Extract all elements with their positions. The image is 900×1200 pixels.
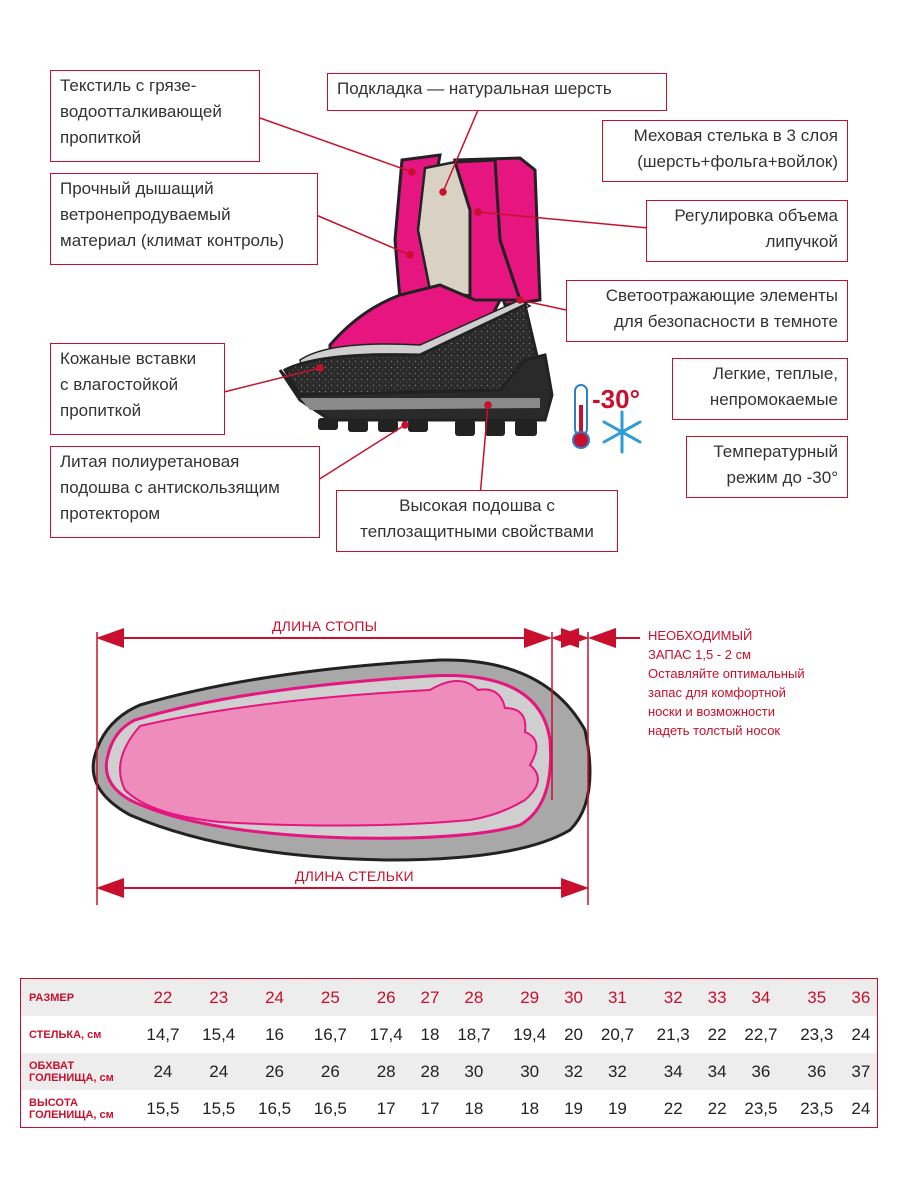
callout-leather: Кожаные вставки с влагостойкой пропиткой <box>50 343 225 435</box>
size-cell: 33 <box>701 979 733 1017</box>
size-cell: 35 <box>789 979 845 1017</box>
size-cell: 22 <box>135 979 191 1017</box>
size-cell: 17 <box>420 1098 440 1118</box>
callout-lining: Подкладка — натуральная шерсть <box>327 73 667 111</box>
size-cell: 18 <box>464 1098 484 1118</box>
size-cell: 26 <box>358 979 414 1017</box>
row-header: ОБХВАТ ГОЛЕНИЩА, см <box>21 1053 136 1090</box>
size-cell: 18 <box>420 1024 440 1044</box>
size-cell: 32 <box>590 1053 646 1090</box>
size-cell: 32 <box>558 1053 590 1090</box>
size-table-row <box>21 979 878 1017</box>
size-cell: 28 <box>358 1053 414 1090</box>
size-cell: 34 <box>645 1053 701 1090</box>
callout-highsole: Высокая подошва с теплозащитными свойствами <box>336 490 618 552</box>
size-cell: 24 <box>247 979 303 1017</box>
size-cell: 22,7 <box>744 1024 778 1044</box>
size-cell: 15,4 <box>202 1024 236 1044</box>
size-cell: 21,3 <box>656 1024 690 1044</box>
callout-textile: Текстиль с грязе- водоотталкивающей пропиткой <box>50 70 260 162</box>
size-cell: 23 <box>191 979 247 1017</box>
size-cell: 36 <box>789 1053 845 1090</box>
callout-temperature: Температурный режим до -30° <box>686 436 848 498</box>
size-table-row <box>21 1016 878 1053</box>
size-cell: 17 <box>376 1098 396 1118</box>
size-cell: 17,4 <box>369 1024 403 1044</box>
size-cell: 19,4 <box>513 1024 547 1044</box>
size-table-row <box>21 1090 878 1128</box>
size-cell: 20,7 <box>600 1024 634 1044</box>
row-header: ВЫСОТА ГОЛЕНИЩА, см <box>29 1096 114 1121</box>
callout-velcro: Регулировка объема липучкой <box>646 200 848 262</box>
callout-light: Легкие, теплые, непромокаемые <box>672 358 848 420</box>
size-cell: 24 <box>191 1053 247 1090</box>
size-cell: 23,5 <box>744 1098 778 1118</box>
size-cell: 37 <box>845 1053 878 1090</box>
size-cell: 15,5 <box>146 1098 180 1118</box>
size-cell: 16 <box>265 1024 284 1044</box>
size-cell: 23,3 <box>800 1024 834 1044</box>
row-header: СТЕЛЬКА, см <box>29 1028 102 1041</box>
insole-length-label: ДЛИНА СТЕЛЬКИ <box>295 868 414 884</box>
size-cell: 32 <box>645 979 701 1017</box>
size-cell: 28 <box>414 1053 446 1090</box>
size-cell: 19 <box>607 1098 627 1118</box>
callout-reflective: Светоотражающие элементы для безопасности в темноте <box>566 280 848 342</box>
size-cell: 36 <box>733 1053 789 1090</box>
foot-length-label: ДЛИНА СТОПЫ <box>272 618 378 634</box>
size-cell: 26 <box>247 1053 303 1090</box>
size-cell: 24 <box>135 1053 191 1090</box>
size-cell: 19 <box>564 1098 583 1118</box>
temp-badge: -30° <box>592 384 640 414</box>
size-cell: 27 <box>414 979 446 1017</box>
callout-sole: Литая полиуретановая подошва с антискользящим протектором <box>50 446 320 538</box>
callout-insole: Меховая стелька в 3 слоя (шерсть+фольга+войлок) <box>602 120 848 182</box>
size-cell: 15,5 <box>202 1098 236 1118</box>
size-cell: 29 <box>502 979 558 1017</box>
size-cell: 25 <box>302 979 358 1017</box>
size-cell: 18 <box>520 1098 540 1118</box>
size-table <box>20 978 878 1128</box>
size-cell: 30 <box>446 1053 502 1090</box>
size-table-row <box>21 1053 878 1090</box>
size-cell: 28 <box>446 979 502 1017</box>
size-cell: 18,7 <box>457 1024 491 1044</box>
size-cell: 30 <box>558 979 590 1017</box>
size-cell: 24 <box>851 1024 871 1044</box>
row-header: РАЗМЕР <box>21 979 136 1017</box>
size-cell: 14,7 <box>146 1024 180 1044</box>
size-cell: 23,5 <box>800 1098 834 1118</box>
size-cell: 36 <box>845 979 878 1017</box>
fit-allowance-note: НЕОБХОДИМЫЙ ЗАПАС 1,5 - 2 см Оставляйте оптимальный запас для комфортной носки и возможности надеть толстый носок <box>648 628 805 738</box>
size-cell: 30 <box>502 1053 558 1090</box>
callout-material: Прочный дышащий ветронепродуваемый материал (климат контроль) <box>50 173 318 265</box>
size-cell: 22 <box>707 1098 727 1118</box>
size-cell: 34 <box>733 979 789 1017</box>
size-cell: 20 <box>564 1024 583 1044</box>
size-cell: 16,5 <box>313 1098 347 1118</box>
size-cell: 16,7 <box>313 1024 347 1044</box>
size-cell: 16,5 <box>257 1098 292 1118</box>
size-cell: 34 <box>701 1053 733 1090</box>
size-cell: 22 <box>663 1098 683 1118</box>
size-cell: 26 <box>302 1053 358 1090</box>
size-cell: 22 <box>707 1024 727 1044</box>
size-cell: 31 <box>590 979 646 1017</box>
size-cell: 24 <box>851 1098 871 1118</box>
